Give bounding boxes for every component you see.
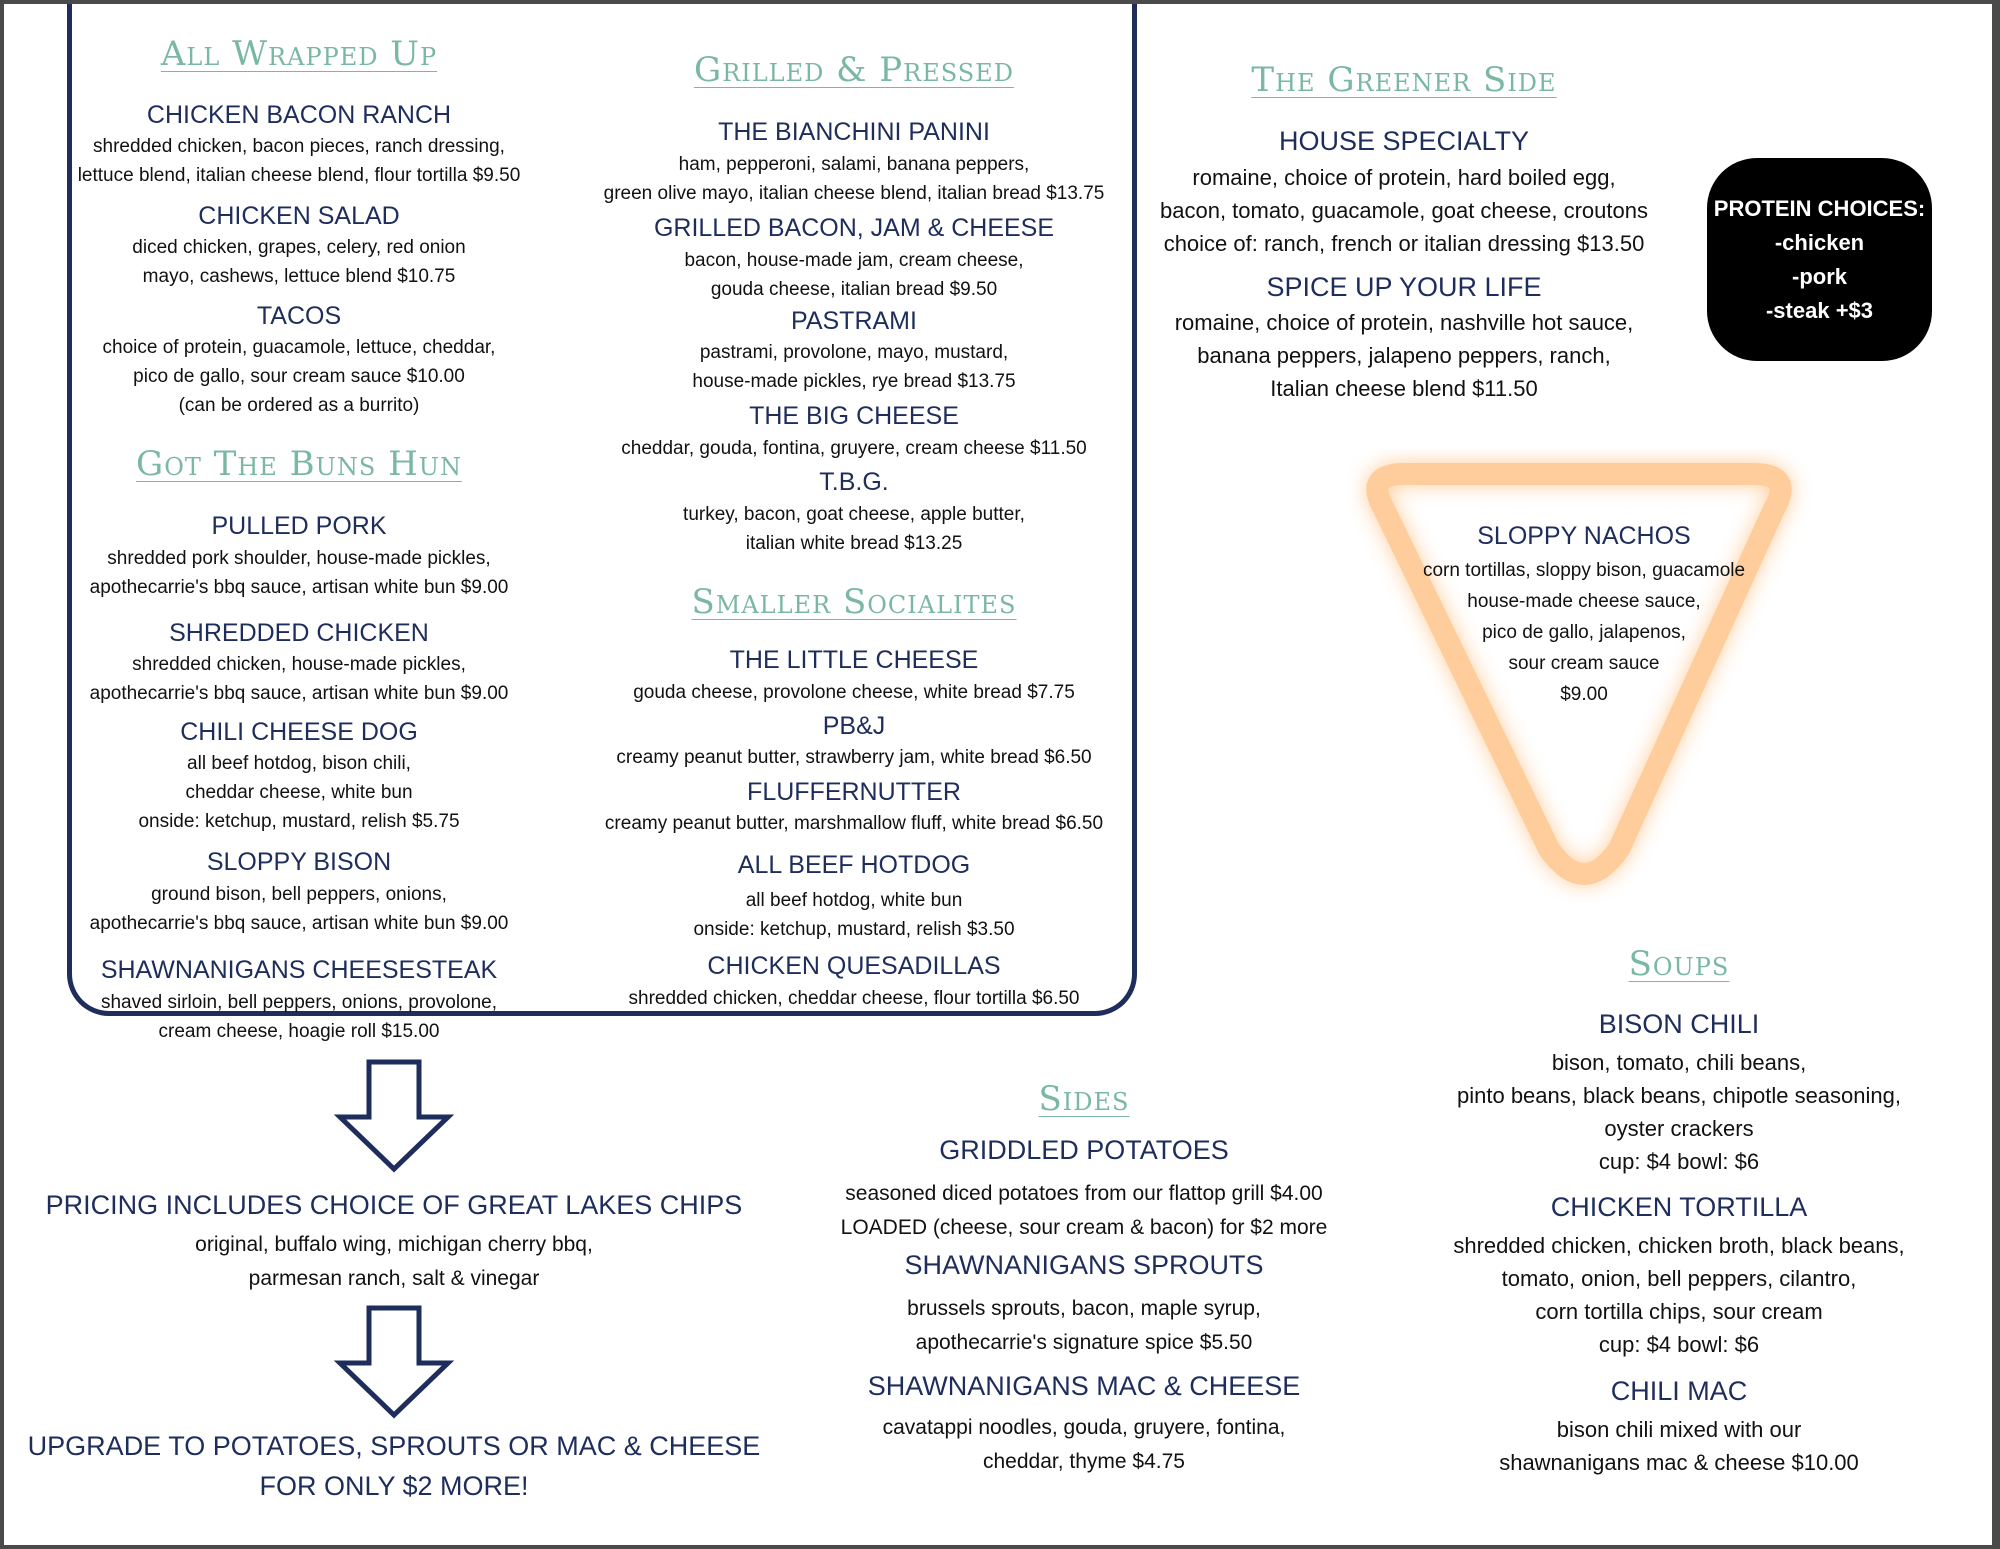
down-arrow-icon	[334, 1305, 454, 1420]
item-desc: diced chicken, grapes, celery, red onion mayo, cashews, lettuce blend $10.75	[132, 237, 466, 287]
item-name: CHILI CHEESE DOG	[180, 718, 418, 746]
item-name: FLUFFERNUTTER	[747, 778, 961, 806]
item-name: GRILLED BACON, JAM & CHEESE	[653, 214, 1055, 242]
item-desc: choice of protein, guacamole, lettuce, cheddar, pico de gallo, sour cream sauce $10.00 (can be ordered as a burrito)	[102, 337, 496, 416]
item-desc: pastrami, provolone, mayo, mustard, house-made pickles, rye bread $13.75	[692, 342, 1016, 392]
item-name: CHILI MAC	[1610, 1376, 1748, 1406]
item-desc: romaine, choice of protein, nashville hot sauce, banana peppers, jalapeno peppers, ranch, Italian cheese blend $11.50	[1174, 310, 1634, 401]
item-name: CHICKEN BACON RANCH	[146, 101, 452, 129]
item-name: HOUSE SPECIALTY	[1278, 126, 1530, 156]
item-desc: shaved sirloin, bell peppers, onions, provolone, cream cheese, hoagie roll $15.00	[100, 992, 498, 1042]
item-desc: romaine, choice of protein, hard boiled egg, bacon, tomato, guacamole, goat cheese, croutons choice of: ranch, french or italian dressing $13.50	[1160, 165, 1648, 256]
item-name: CHICKEN SALAD	[198, 202, 400, 230]
section-title-the-greener-side: The Greener Side	[1251, 60, 1557, 100]
item-desc: shredded chicken, bacon pieces, ranch dressing, lettuce blend, italian cheese blend, flour tortilla $9.50	[77, 136, 521, 186]
down-arrow-icon	[334, 1059, 454, 1174]
protein-choices-box	[1707, 158, 1932, 361]
item-name: THE LITTLE CHEESE	[729, 646, 979, 674]
item-desc: shredded pork shoulder, house-made pickles, apothecarrie's bbq sauce, artisan white bun $9.00	[89, 548, 509, 598]
item-desc: all beef hotdog, bison chili, cheddar cheese, white bun onside: ketchup, mustard, relish $5.75	[138, 753, 460, 832]
item-name: SLOPPY BISON	[206, 848, 392, 876]
item-desc: bison, tomato, chili beans, pinto beans, black beans, chipotle seasoning, oyster crackers cup: $4 bowl: $6	[1457, 1050, 1901, 1174]
item-name: THE BIG CHEESE	[749, 402, 959, 430]
item-desc: gouda cheese, provolone cheese, white bread $7.75	[633, 682, 1075, 703]
item-desc: turkey, bacon, goat cheese, apple butter, italian white bread $13.25	[683, 504, 1025, 554]
item-desc: creamy peanut butter, strawberry jam, white bread $6.50	[616, 747, 1092, 768]
item-desc: all beef hotdog, white bun onside: ketchup, mustard, relish $3.50	[693, 890, 1015, 940]
item-desc: corn tortillas, sloppy bison, guacamole house-made cheese sauce, pico de gallo, jalapenos, sour cream sauce $9.00	[1422, 560, 1746, 705]
item-name: T.B.G.	[819, 468, 889, 496]
item-desc: ham, pepperoni, salami, banana peppers, green olive mayo, italian cheese blend, italian bread $13.75	[603, 154, 1105, 204]
item-name: SLOPPY NACHOS	[1477, 522, 1691, 550]
item-name: PB&J	[822, 712, 886, 740]
item-desc: bacon, house-made jam, cream cheese, gouda cheese, italian bread $9.50	[684, 250, 1024, 300]
section-title-sides: Sides	[1038, 1079, 1130, 1119]
item-desc: shredded chicken, cheddar cheese, flour tortilla $6.50	[628, 988, 1080, 1009]
item-name: CHICKEN QUESADILLAS	[707, 952, 1001, 980]
item-desc: ground bison, bell peppers, onions, apothecarrie's bbq sauce, artisan white bun $9.00	[89, 884, 509, 934]
item-desc: brussels sprouts, bacon, maple syrup, apothecarrie's signature spice $5.50	[907, 1297, 1261, 1354]
section-title-all-wrapped-up: All Wrapped Up	[160, 34, 438, 74]
chips-flavors: original, buffalo wing, michigan cherry bbq, parmesan ranch, salt & vinegar	[195, 1233, 593, 1290]
item-name: ALL BEEF HOTDOG	[737, 851, 971, 879]
protein-option: -steak +$3	[1765, 297, 1874, 323]
item-name: SHAWNANIGANS CHEESESTEAK	[100, 956, 498, 984]
item-name: TACOS	[256, 302, 342, 330]
item-desc: bison chili mixed with our shawnanigans mac & cheese $10.00	[1499, 1417, 1859, 1475]
menu-page	[4, 4, 1992, 1545]
item-desc: shredded chicken, house-made pickles, apothecarrie's bbq sauce, artisan white bun $9.00	[89, 654, 509, 704]
section-title-grilled-pressed: Grilled & Pressed	[694, 50, 1014, 90]
item-desc: cavatappi noodles, gouda, gruyere, fontina, cheddar, thyme $4.75	[882, 1416, 1286, 1473]
item-name: PASTRAMI	[791, 307, 917, 335]
item-desc: shredded chicken, chicken broth, black beans, tomato, onion, bell peppers, cilantro, corn tortilla chips, sour cream cup: $4 bowl: $6	[1453, 1233, 1905, 1357]
item-name: SHREDDED CHICKEN	[169, 619, 429, 647]
chips-heading: PRICING INCLUDES CHOICE OF GREAT LAKES CHIPS	[45, 1190, 743, 1220]
item-name: SHAWNANIGANS SPROUTS	[904, 1250, 1264, 1280]
item-name: BISON CHILI	[1598, 1009, 1760, 1039]
item-desc: seasoned diced potatoes from our flattop grill $4.00 LOADED (cheese, sour cream & bacon) for $2 more	[840, 1182, 1328, 1239]
item-desc: creamy peanut butter, marshmallow fluff, white bread $6.50	[604, 813, 1104, 834]
item-name: GRIDDLED POTATOES	[939, 1135, 1229, 1165]
protein-option: -pork	[1792, 263, 1847, 289]
protein-option: -chicken	[1774, 229, 1865, 255]
item-name: THE BIANCHINI PANINI	[718, 118, 990, 146]
item-name: PULLED PORK	[211, 512, 387, 540]
protein-heading: PROTEIN CHOICES:	[1713, 195, 1926, 221]
item-name: SHAWNANIGANS MAC & CHEESE	[867, 1371, 1301, 1401]
upgrade-note: UPGRADE TO POTATOES, SPROUTS OR MAC & CHEESE FOR ONLY $2 MORE!	[27, 1431, 761, 1501]
item-name: SPICE UP YOUR LIFE	[1266, 272, 1542, 302]
section-title-smaller-socialites: Smaller Socialites	[691, 582, 1017, 622]
item-name: CHICKEN TORTILLA	[1550, 1192, 1808, 1222]
section-title-got-the-buns-hun: Got The Buns Hun	[136, 444, 462, 484]
section-title-soups: Soups	[1628, 944, 1730, 984]
item-desc: cheddar, gouda, fontina, gruyere, cream cheese $11.50	[621, 438, 1087, 459]
